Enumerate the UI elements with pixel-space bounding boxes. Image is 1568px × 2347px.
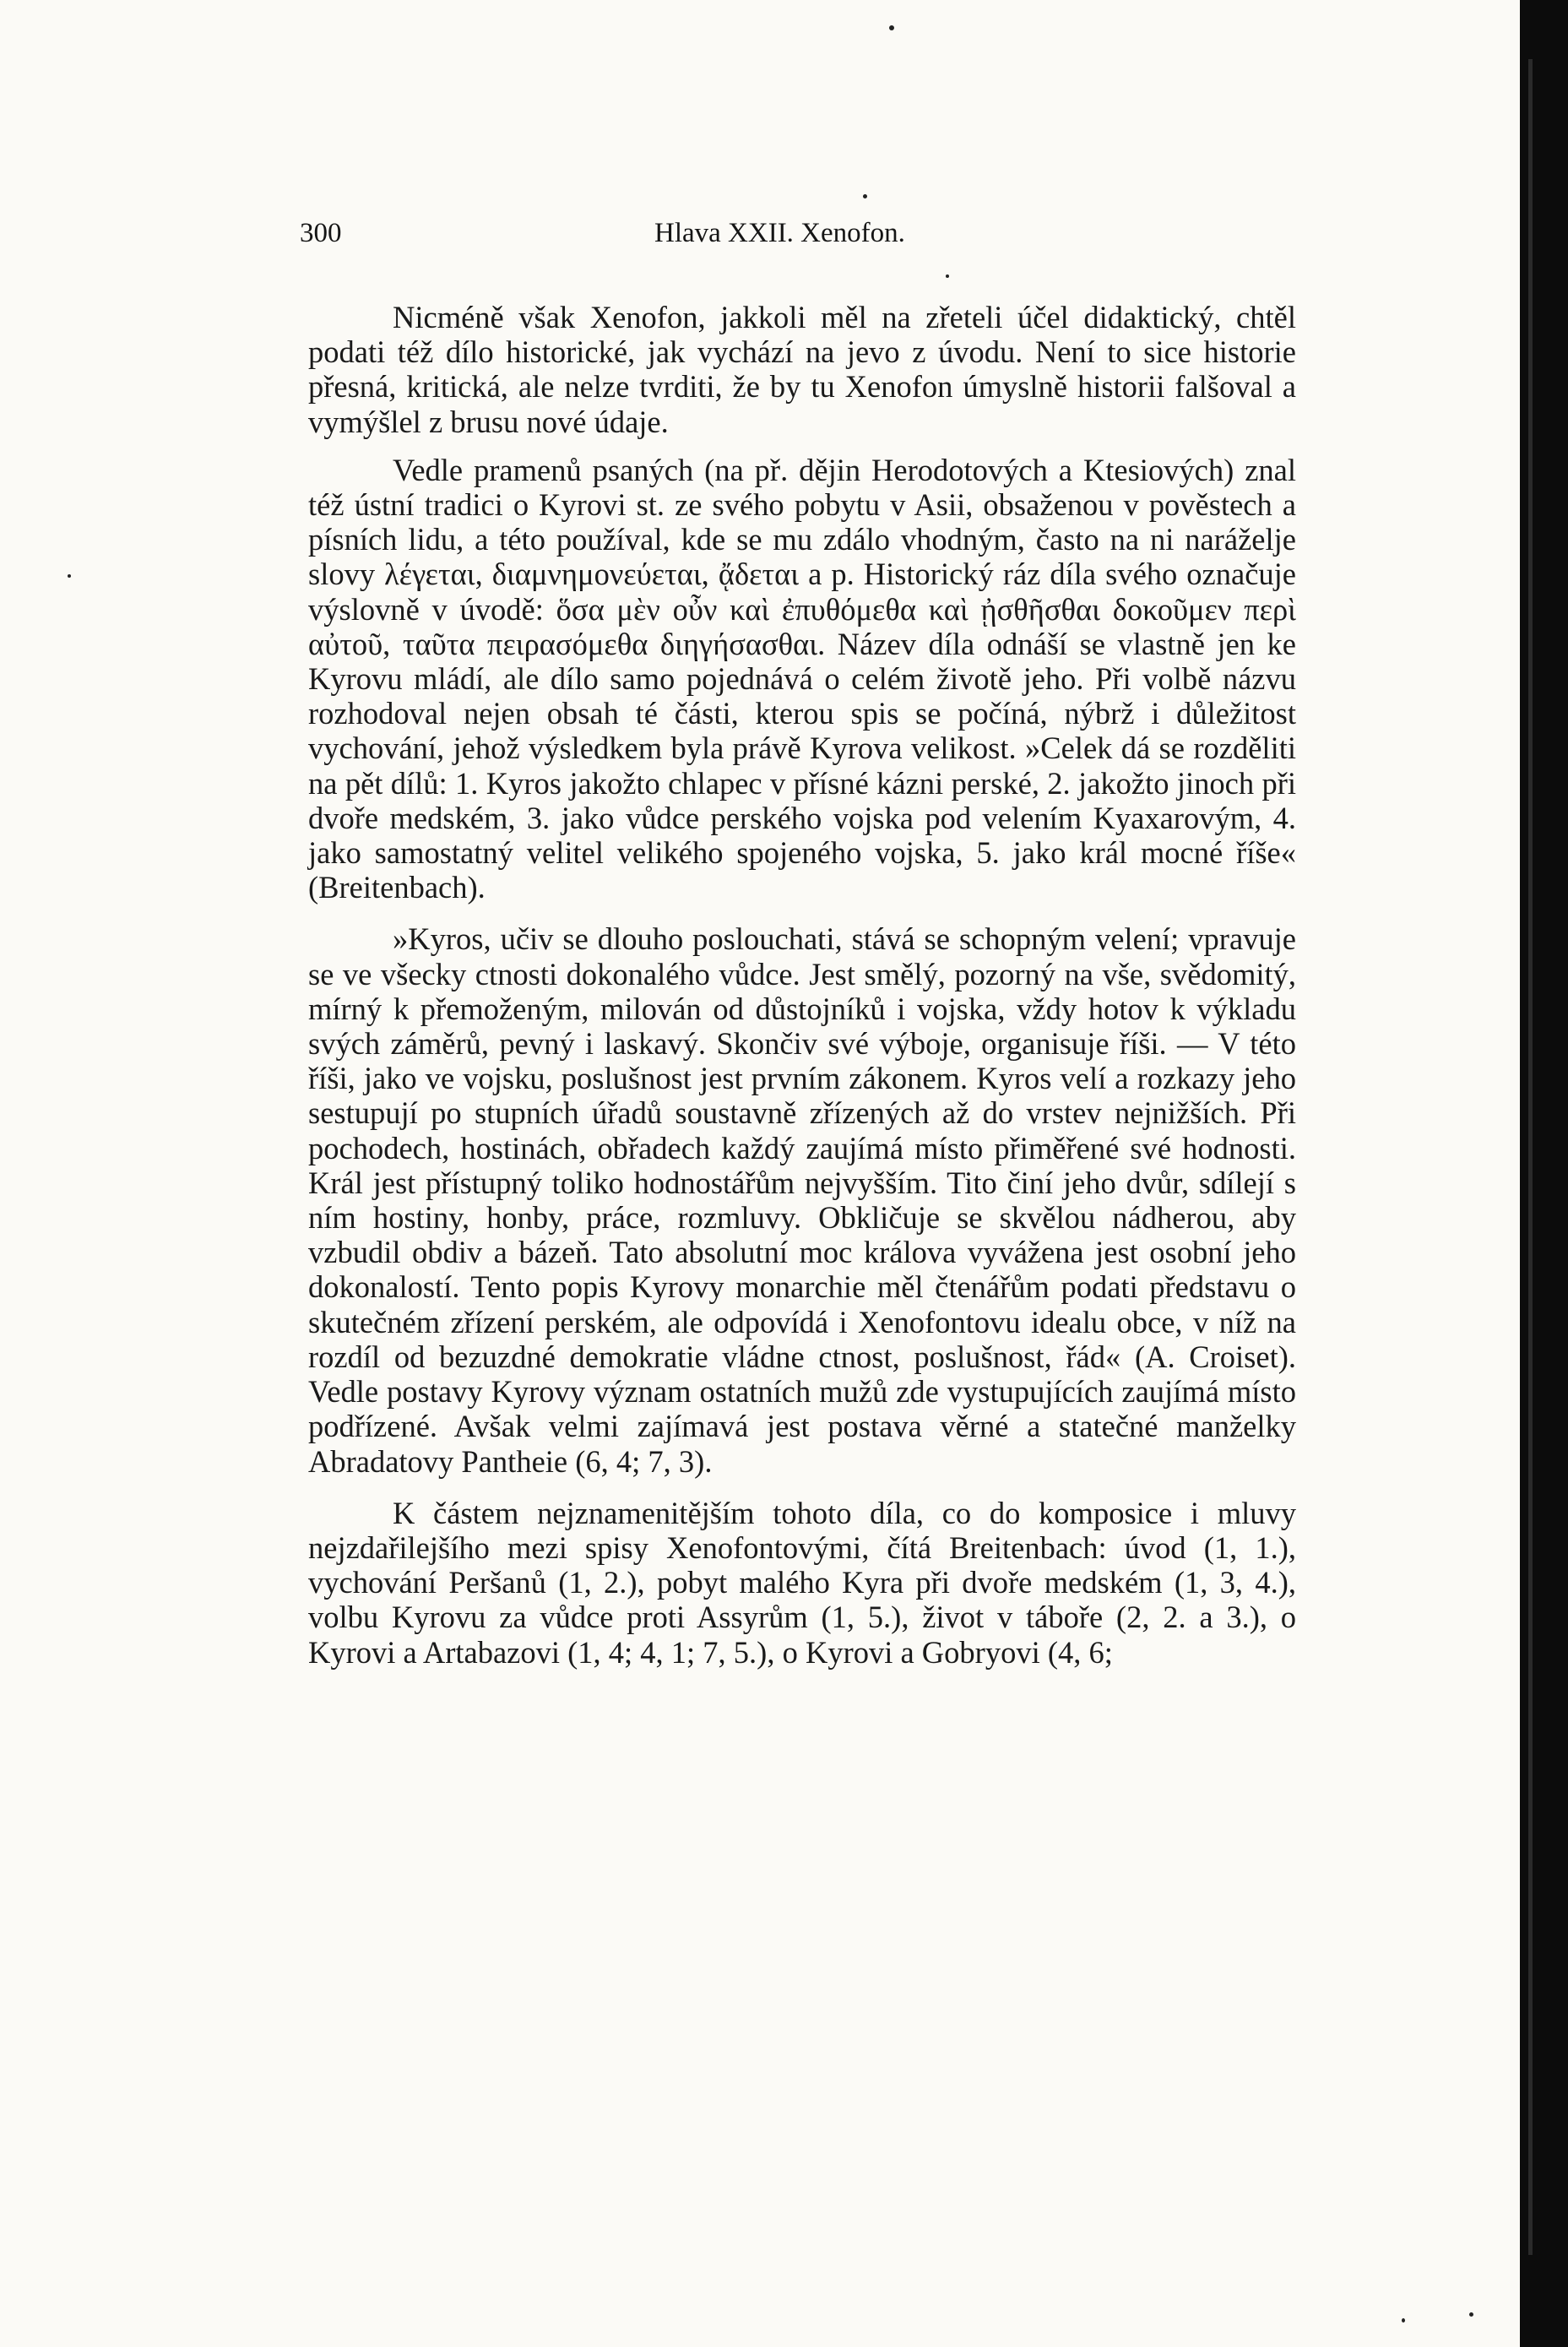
print-speck [863, 194, 867, 198]
print-speck [1469, 2312, 1473, 2317]
paragraph-kyros: »Kyros, učiv se dlouho poslouchati, stává se schopným velení; vpravuje se ve všecky ctnosti dokonalého vůdce. Jest smělý, pozorný na vše, svědomitý, mírný k přemoženým, milován od důstojníků i vojska, vždy hotov k výkladu svých záměrů, pevný i laskavý. Skončiv své výboje, organisuje říši. — V této říši, jako ve vojsku, poslušnost jest prvním zákonem. Kyros velí a rozkazy jeho sestupují po stupních úřadů soustavně zřízených až do vrstev nejnižších. Při pochodech, hostinách, obřadech každý zaujímá místo přiměřené své hodnosti. Král jest přístupný toliko hodnostářům nejvyšším. Tito činí jeho dvůr, sdílejí s ním hostiny, honby, práce, rozmluvy. Obkličuje se skvělou nádherou, aby vzbudil obdiv a bázeň. Tato absolutní moc králova vyvážena jest osobní jeho dokonalostí. Tento popis Kyrovy monarchie měl čtenářům podati představu o skutečném zřízení perském, ale odpovídá i Xenofontovu idealu obce, v níž na rozdíl od bezuzdné demokratie vládne ctnost, poslušnost, řád« (A. Croiset). Vedle postavy Kyrovy význam ostatních mužů zde vystupujících zaujímá místo podřízené. Avšak velmi zajímavá jest postava věrné a statečné manželky Abradatovy Pantheie (6, 4; 7, 3). [308, 921, 1296, 1479]
paragraph-sources: Vedle pramenů psaných (na př. dějin Herodotových a Ktesiových) znal též ústní tradici o Kyrovi st. ze svého pobytu v Asii, obsaženou v pověstech a písních lidu, a této používal, kde se mu zdálo vhodným, často na ni naráželje slovy λέγεται, διαμνημονεύεται, ᾄδεται a p. Historický ráz díla svého označuje výslovně v úvodě: ὅσα μὲν οὖν καὶ ἐπυθόμεθα καὶ ᾐσθῆσθαι δοκοῦμεν περὶ αὐτοῦ, ταῦτα πειρασόμεθα διηγήσασθαι. Název díla odnáší se vlastně jen ke Kyrovu mládí, ale dílo samo pojednává o celém životě jeho. Při volbě názvu rozhodoval nejen obsah té části, kterou spis se počíná, nýbrž i důležitost vychování, jehož výsledkem byla právě Kyrova velikost. »Celek dá se rozděliti na pět dílů: 1. Kyros jakožto chlapec v přísné kázni perské, 2. jakožto jinoch při dvoře medském, 3. jako vůdce perského vojska pod velením Kyaxarovým, 4. jako samostatný velitel velikého spojeného vojska, 5. jako král mocné říše« (Breitenbach). [308, 452, 1296, 905]
scan-edge [1520, 0, 1568, 2347]
running-head [300, 218, 1296, 255]
chapter-title: Hlava XXII. Xenofon. [654, 218, 905, 248]
body-text [308, 300, 1296, 1670]
paragraph-intro: Nicméně však Xenofon, jakkoli měl na zřeteli účel didaktický, chtěl podati též dílo historické, jak vychází na jevo z úvodu. Není to sice historie přesná, kritická, ale nelze tvrditi, že by tu Xenofon úmyslně historii falšoval a vymýšlel z brusu nové údaje. [308, 300, 1296, 439]
page-number: 300 [300, 218, 342, 248]
print-speck [946, 274, 949, 278]
print-speck [1402, 2318, 1405, 2323]
print-speck [68, 574, 71, 578]
paragraph-parts: K částem nejznamenitějším tohoto díla, co do komposice i mluvy nejzdařilejšího mezi spisy Xenofontovými, čítá Breitenbach: úvod (1, 1.), vychování Peršanů (1, 2.), pobyt malého Kyra při dvoře medském (1, 3, 4.), volbu Kyrovu za vůdce proti Assyrům (1, 5.), život v táboře (2, 2. a 3.), o Kyrovi a Artabazovi (1, 4; 4, 1; 7, 5.), o Kyrovi a Gobryovi (4, 6; [308, 1495, 1296, 1670]
scan-edge-line [1528, 59, 1533, 2255]
print-speck [889, 25, 894, 30]
